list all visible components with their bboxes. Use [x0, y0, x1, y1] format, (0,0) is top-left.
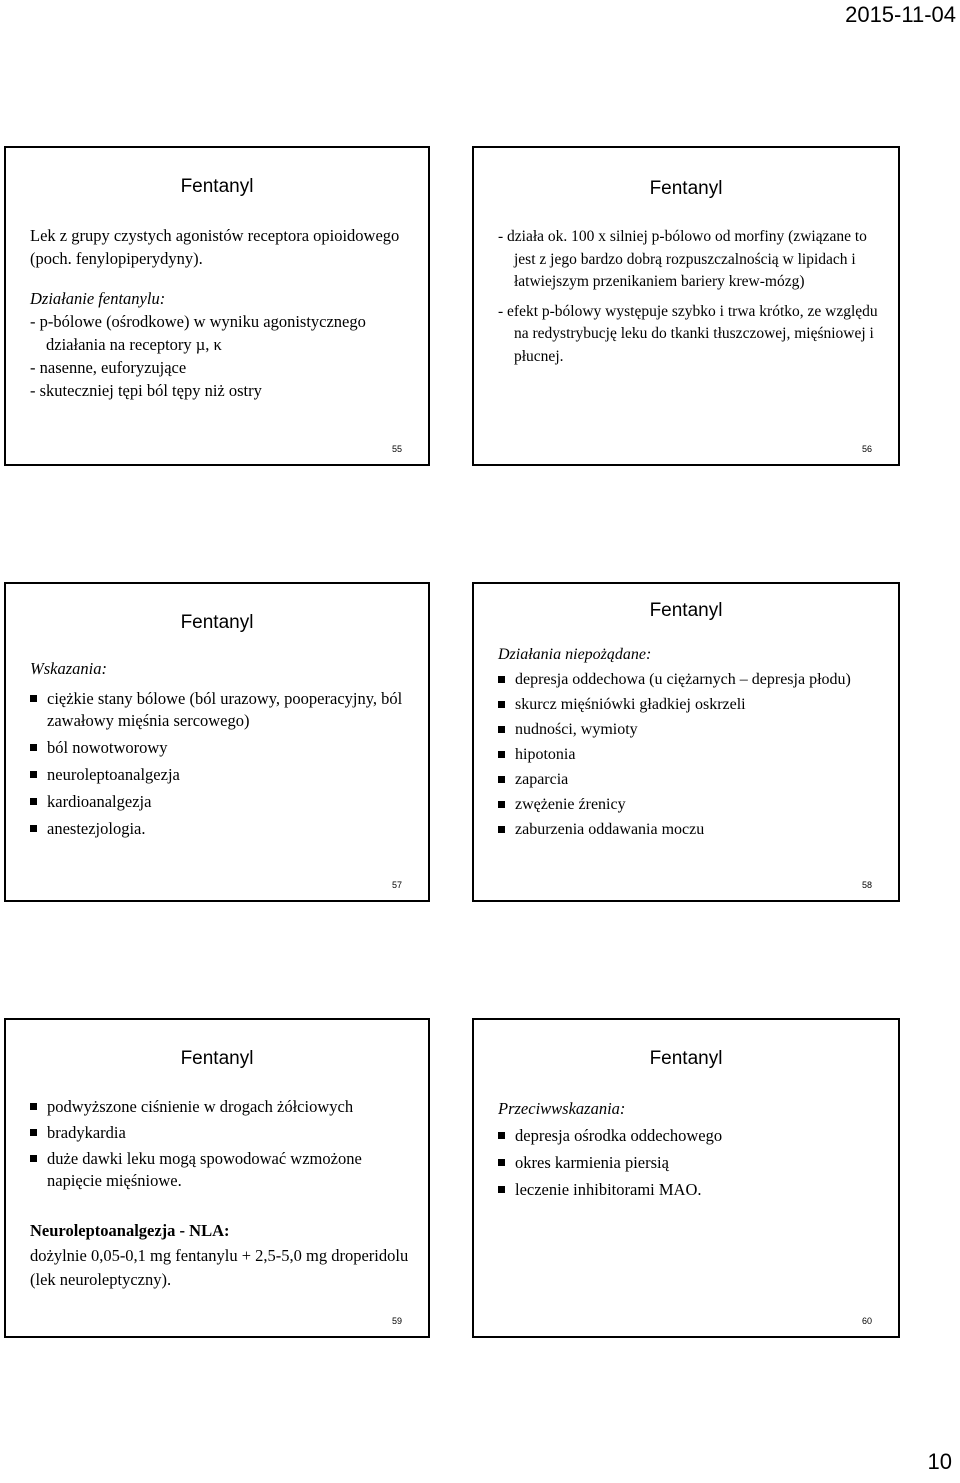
- slide-title: Fentanyl: [649, 178, 723, 199]
- list-item: leczenie inhibitorami MAO.: [498, 1179, 878, 1201]
- slide-number: 60: [861, 1316, 872, 1326]
- list-item: - efekt p-bólowy występuje szybko i trwa krótko, ze względu na redystrybucję leku do tkanki tłuszczowej, mięśniowej i płucnej.: [498, 302, 878, 365]
- slide-59: [4, 1018, 430, 1338]
- nla-text: dożylnie 0,05-0,1 mg fentanylu + 2,5-5,0 mg droperidolu (lek neuroleptyczny).: [30, 1246, 409, 1289]
- page-date: 2015-11-04: [845, 2, 956, 27]
- section-heading: Działanie fentanylu:: [30, 289, 166, 308]
- slide-title: Fentanyl: [649, 600, 723, 621]
- list-item: neuroleptoanalgezja: [30, 764, 410, 786]
- list-item: okres karmienia piersią: [498, 1152, 878, 1174]
- slide-number: 56: [861, 444, 872, 454]
- list-item: - skuteczniej tępi ból tępy niż ostry: [30, 381, 262, 400]
- slide-number: 59: [391, 1316, 402, 1326]
- list-item: duże dawki leku mogą spowodować wzmożone napięcie mięśniowe.: [30, 1148, 410, 1192]
- slide-body: [498, 226, 878, 368]
- list-item: hipotonia: [498, 744, 878, 765]
- slide-56: [472, 146, 900, 466]
- slide-58: [472, 582, 900, 902]
- slide-number: 55: [391, 444, 402, 454]
- list-item: nudności, wymioty: [498, 719, 878, 740]
- slide-title: Fentanyl: [649, 1048, 723, 1069]
- list-item: ból nowotworowy: [30, 737, 410, 759]
- page-number: 10: [927, 1449, 952, 1474]
- list-item: podwyższone ciśnienie w drogach żółciowych: [30, 1096, 410, 1118]
- slide-body: [30, 224, 410, 402]
- slide-body: [30, 658, 410, 840]
- slide-57: [4, 582, 430, 902]
- list-item: zwężenie źrenicy: [498, 794, 878, 815]
- slide-title: Fentanyl: [180, 1048, 254, 1069]
- list-item: zaburzenia oddawania moczu: [498, 819, 878, 840]
- slide-55: [4, 146, 430, 466]
- list-item: anestezjologia.: [30, 818, 410, 840]
- list-item: zaparcia: [498, 769, 878, 790]
- slide-body: [30, 1096, 410, 1292]
- slide-title: Fentanyl: [180, 612, 254, 633]
- list-item: - p-bólowe (ośrodkowe) w wyniku agonistycznego działania na receptory µ, κ: [30, 312, 366, 354]
- list-item: - działa ok. 100 x silniej p-bólowo od morfiny (związane to jest z jego bardzo dobrą rozpuszczalnością w lipidach i łatwiejszym przenikaniem bariery krew-mózg): [498, 228, 867, 290]
- list-item: - nasenne, euforyzujące: [30, 358, 187, 377]
- list-item: kardioanalgezja: [30, 791, 410, 813]
- section-heading: Przeciwwskazania:: [498, 1099, 626, 1118]
- intro-text: Lek z grupy czystych agonistów receptora opioidowego (poch. fenylopiperydyny).: [30, 226, 400, 268]
- slide-title: Fentanyl: [180, 176, 254, 197]
- nla-heading: Neuroleptoanalgezja - NLA:: [30, 1221, 230, 1240]
- list-item: depresja oddechowa (u ciężarnych – depresja płodu): [498, 669, 878, 690]
- slide-number: 57: [391, 880, 402, 890]
- list-item: depresja ośrodka oddechowego: [498, 1125, 878, 1147]
- slide-60: [472, 1018, 900, 1338]
- section-heading: Działania niepożądane:: [498, 646, 652, 663]
- slide-number: 58: [861, 880, 872, 890]
- list-item: bradykardia: [30, 1122, 410, 1144]
- slide-body: [498, 644, 878, 840]
- list-item: ciężkie stany bólowe (ból urazowy, pooperacyjny, ból zawałowy mięśnia sercowego): [30, 688, 410, 732]
- list-item: skurcz mięśniówki gładkiej oskrzeli: [498, 694, 878, 715]
- section-heading: Wskazania:: [30, 659, 107, 678]
- slide-body: [498, 1098, 878, 1201]
